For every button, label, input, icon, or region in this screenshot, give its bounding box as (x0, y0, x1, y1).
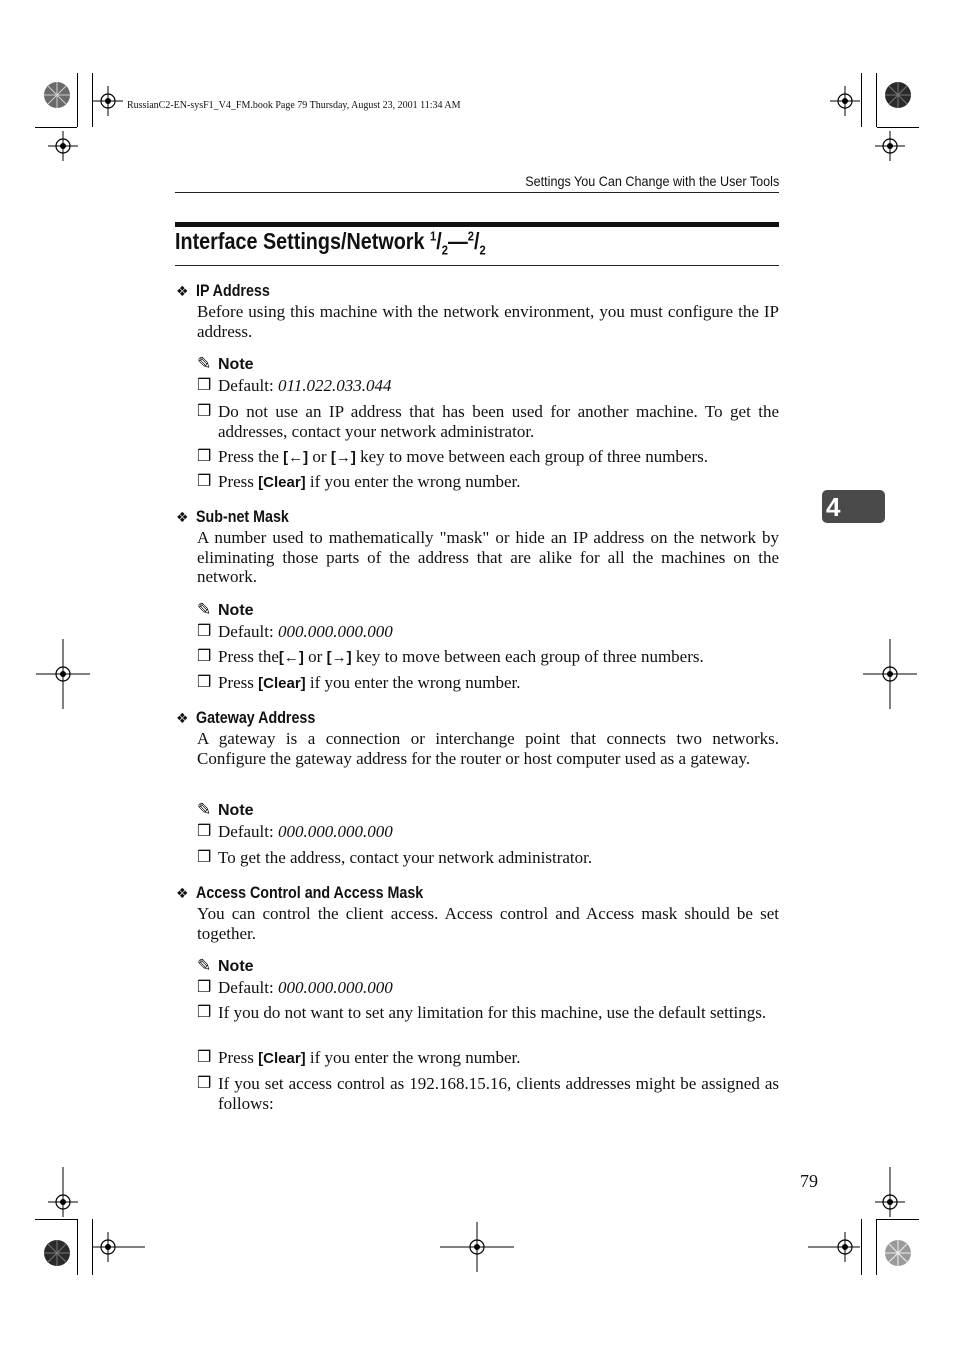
pencil-icon: ✎ (197, 800, 212, 819)
registration-mark-icon (875, 131, 905, 161)
color-target-icon (884, 1239, 912, 1267)
key-right-arrow: [→] (330, 449, 356, 466)
checkbox-icon: ❒ (197, 403, 212, 420)
list-item (197, 402, 779, 441)
key-clear: [Clear] (258, 1050, 306, 1067)
list-item-text: Do not use an IP address that has been used for another machine. To get the addresses, contact your network administrator. (218, 402, 779, 441)
key-left-arrow: [←] (283, 449, 309, 466)
title-sup1: 1 (430, 228, 437, 244)
section-heading-gateway-address (176, 708, 338, 728)
section-text-gateway-address: A gateway is a connection or interchange point that connects two networks. Configure the gateway address for the router or host computer used as a gateway. (197, 729, 779, 768)
checkbox-icon: ❒ (197, 1075, 212, 1092)
checkbox-icon: ❒ (197, 377, 212, 394)
default-label: Default: (218, 622, 278, 641)
title-bar (175, 222, 779, 227)
list-item-text: or (308, 447, 331, 466)
section-text-access-control: You can control the client access. Access control and Access mask should be set together. (197, 904, 779, 943)
note-heading (197, 800, 254, 820)
registration-mark-icon (93, 86, 123, 116)
default-label: Default: (218, 376, 278, 395)
diamond-icon: ❖ (176, 283, 189, 299)
list-item-text: or (303, 647, 327, 666)
section-heading-subnet-mask (176, 507, 307, 527)
list-item (197, 1074, 779, 1113)
section-heading-text: Sub-net Mask (196, 507, 289, 526)
list-item (197, 647, 779, 668)
section-text-ip-address: Before using this machine with the network environment, you must configure the IP address. (197, 302, 779, 341)
running-header (176, 173, 779, 189)
diamond-icon: ❖ (176, 710, 189, 726)
pencil-icon: ✎ (197, 956, 212, 975)
registration-mark-icon (48, 1187, 78, 1217)
list-item-text: Press (218, 472, 259, 491)
title-sup2: 2 (467, 228, 474, 244)
list-item (197, 1048, 779, 1069)
registration-mark-icon (93, 1232, 123, 1262)
list-item (197, 822, 779, 842)
pencil-icon: ✎ (197, 354, 212, 373)
note-label: Note (218, 802, 254, 819)
key-clear: [Clear] (258, 474, 306, 491)
checkbox-icon: ❒ (197, 849, 212, 866)
title-main: Interface Settings/Network (175, 228, 431, 254)
title-sub1: 2 (441, 242, 448, 258)
color-target-icon (884, 81, 912, 109)
list-item (197, 622, 779, 642)
checkbox-icon: ❒ (197, 1049, 212, 1066)
list-item-text: If you set access control as 192.168.15.16, clients addresses might be assigned as follows: (218, 1074, 779, 1113)
title-dash: — (447, 228, 468, 254)
registration-mark-icon (462, 1232, 492, 1262)
list-item-text: key to move between each group of three numbers. (355, 447, 708, 466)
list-item-text: key to move between each group of three numbers. (351, 647, 704, 666)
registration-mark-icon (875, 1187, 905, 1217)
note-label: Note (218, 356, 254, 373)
checkbox-icon: ❒ (197, 1004, 212, 1021)
diamond-icon: ❖ (176, 885, 189, 901)
header-divider (175, 192, 779, 193)
section-heading-access-control (176, 883, 467, 903)
key-clear: [Clear] (258, 675, 306, 692)
file-info: RussianC2-EN-sysF1_V4_FM.book Page 79 Thursday, August 23, 2001 11:34 AM (127, 100, 461, 111)
pencil-icon: ✎ (197, 600, 212, 619)
registration-mark-icon (830, 86, 860, 116)
note-heading (197, 354, 254, 374)
list-item (197, 472, 779, 493)
list-item-text: if you enter the wrong number. (305, 472, 521, 491)
section-heading-ip-address (176, 281, 284, 301)
chapter-tab (822, 490, 885, 523)
default-value: 000.000.000.000 (277, 622, 393, 641)
checkbox-icon: ❒ (197, 979, 212, 996)
section-text-subnet-mask: A number used to mathematically "mask" or hide an IP address on the network by eliminating those parts of the address that are alike for all the machines on the network. (197, 528, 779, 587)
checkbox-icon: ❒ (197, 623, 212, 640)
registration-mark-icon (830, 1232, 860, 1262)
list-item-text: Press (218, 673, 259, 692)
registration-mark-icon (48, 131, 78, 161)
list-item-text: Press the (218, 447, 284, 466)
note-heading (197, 956, 254, 976)
running-header-text: Settings You Can Change with the User Tools (524, 173, 779, 189)
default-value: 000.000.000.000 (277, 822, 393, 841)
default-label: Default: (218, 822, 278, 841)
note-heading (197, 600, 254, 620)
default-value: 000.000.000.000 (277, 978, 393, 997)
registration-mark-icon (875, 659, 905, 689)
key-right-arrow: [→] (326, 649, 352, 666)
checkbox-icon: ❒ (197, 674, 212, 691)
page-title: Interface Settings/Network $^1/_2—^2/_2$ (175, 228, 486, 258)
checkbox-icon: ❒ (197, 448, 212, 465)
list-item-text: Press (218, 1048, 259, 1067)
color-target-icon (43, 1239, 71, 1267)
default-value: 011.022.033.044 (277, 376, 392, 395)
list-item (197, 673, 779, 694)
chapter-number: 4 (826, 492, 841, 522)
checkbox-icon: ❒ (197, 823, 212, 840)
list-item-text: if you enter the wrong number. (305, 673, 521, 692)
list-item-text: if you enter the wrong number. (305, 1048, 521, 1067)
checkbox-icon: ❒ (197, 473, 212, 490)
registration-mark-icon (48, 659, 78, 689)
default-label: Default: (218, 978, 278, 997)
section-heading-text: Access Control and Access Mask (196, 883, 424, 902)
key-left-arrow: [←] (278, 649, 304, 666)
note-label: Note (218, 958, 254, 975)
list-item (197, 447, 779, 468)
section-heading-text: Gateway Address (196, 708, 316, 727)
title-sub2: 2 (479, 242, 486, 258)
note-label: Note (218, 602, 254, 619)
section-heading-text: IP Address (196, 281, 270, 300)
list-item (197, 1003, 779, 1023)
title-divider (175, 265, 779, 266)
list-item-text: To get the address, contact your network administrator. (218, 848, 593, 867)
list-item-text: Press the (218, 647, 279, 666)
checkbox-icon: ❒ (197, 648, 212, 665)
list-item-text: If you do not want to set any limitation for this machine, use the default settings. (218, 1003, 767, 1022)
color-target-icon (43, 81, 71, 109)
list-item (197, 848, 779, 868)
list-item (197, 376, 779, 396)
page-number: 79 (800, 1171, 818, 1191)
list-item (197, 978, 779, 998)
diamond-icon: ❖ (176, 509, 189, 525)
